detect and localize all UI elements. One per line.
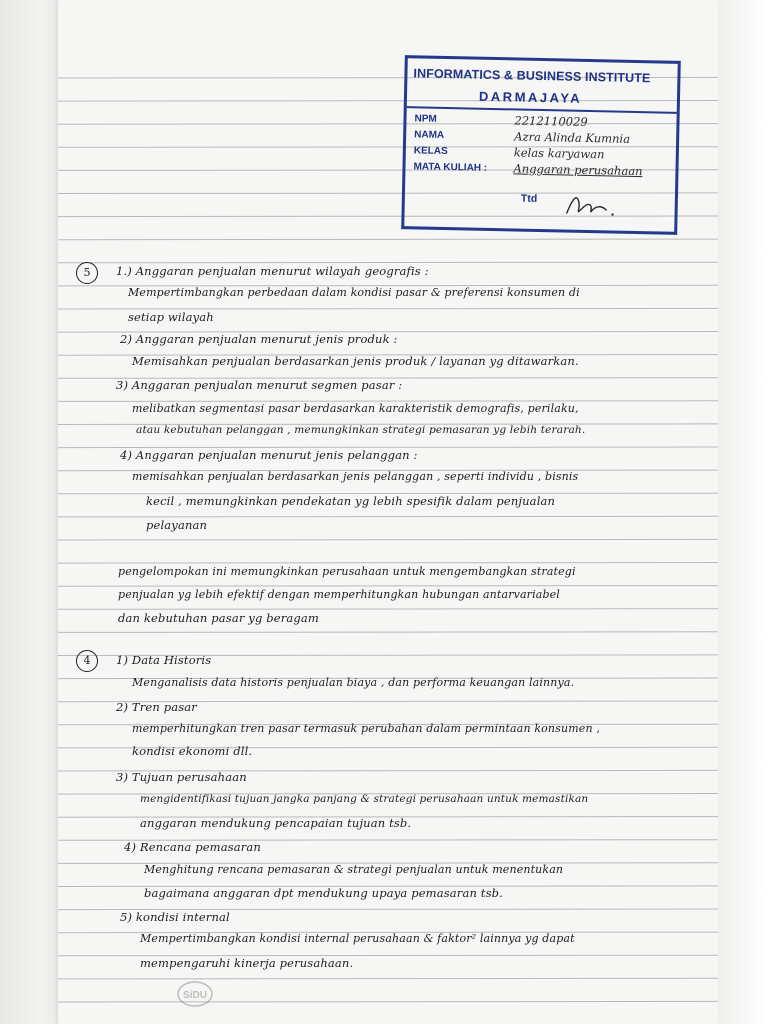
s4-line-1: 1) Data Historis (116, 653, 212, 667)
s4-line-6: 3) Tujuan perusahaan (116, 770, 247, 784)
ruled-line (58, 516, 718, 517)
ruled-line (58, 563, 718, 564)
s4-line-8: anggaran mendukung pencapaian tujuan tsb. (140, 816, 412, 830)
ruled-line (58, 609, 718, 610)
section-4-number: 4 (76, 650, 98, 672)
stamp-name: DARMAJAYA (478, 88, 583, 106)
s4-line-12: 5) kondisi internal (120, 910, 230, 924)
s4-line-14: mempengaruhi kinerja perusahaan. (140, 956, 354, 970)
ruled-line (58, 1001, 718, 1002)
s5-line-9: 4) Anggaran penjualan menurut jenis pelanggan : (120, 448, 418, 462)
s4-line-2: Menganalisis data historis penjualan biaya , dan performa keuangan lainnya. (132, 676, 575, 689)
s5-line-10: memisahkan penjualan berdasarkan jenis pelanggan , seperti individu , bisnis (132, 470, 579, 483)
s5-line-1: 1.) Anggaran penjualan menurut wilayah geografis : (116, 264, 429, 278)
s5-summary-3: dan kebutuhan pasar yg beragam (118, 611, 319, 625)
sidu-logo-icon (176, 980, 214, 1008)
stamp-value-nama: Azra Alinda Kumnia (514, 129, 631, 146)
ruled-line (58, 632, 718, 633)
signature-icon (562, 189, 623, 220)
svg-text:SiDU: SiDU (183, 990, 207, 1001)
s5-line-8: atau kebutuhan pelanggan , memungkinkan strategi pemasaran yg lebih terarah. (136, 424, 586, 436)
s5-line-6: 3) Anggaran penjualan menurut segmen pasar : (116, 378, 403, 392)
s5-line-3: setiap wilayah (128, 310, 214, 324)
stamp-institute: INFORMATICS & BUSINESS INSTITUTE (413, 66, 651, 86)
s5-summary-1: pengelompokan ini memungkinkan perusahaan untuk mengembangkan strategi (118, 565, 576, 578)
paper-right-edge (718, 0, 768, 1024)
s5-line-12: pelayanan (146, 518, 208, 532)
stamp-value-kelas: kelas karyawan (513, 145, 605, 162)
stamp-value-npm: 2212110029 (514, 113, 588, 129)
s4-line-5: kondisi ekonomi dll. (132, 744, 253, 758)
s4-line-11: bagaimana anggaran dpt mendukung upaya pemasaran tsb. (144, 886, 503, 900)
institute-stamp (401, 55, 681, 235)
s4-line-7: mengidentifikasi tujuan jangka panjang & strategi perusahaan untuk memastikan (140, 793, 589, 805)
s5-line-4: 2) Anggaran penjualan menurut jenis produk : (120, 332, 398, 346)
section-5-number: 5 (76, 262, 98, 284)
s5-line-5: Memisahkan penjualan berdasarkan jenis produk / layanan yg ditawarkan. (132, 354, 579, 368)
ruled-line (58, 539, 718, 540)
s5-line-7: melibatkan segmentasi pasar berdasarkan karakteristik demografis, perilaku, (132, 402, 579, 415)
s4-line-9: 4) Rencana pemasaran (124, 840, 261, 854)
ruled-line (58, 586, 718, 587)
stamp-ttd-label: Ttd (520, 192, 538, 205)
ruled-line (58, 262, 718, 263)
stamp-labels (413, 111, 488, 177)
s5-line-2: Mempertimbangkan perbedaan dalam kondisi pasar & preferensi konsumen di (128, 286, 580, 299)
stamp-label-kelas: KELAS (413, 145, 448, 158)
stamp-values (513, 112, 643, 179)
stamp-label-nama: NAMA (414, 129, 445, 141)
ruled-line (58, 239, 718, 240)
s4-line-13: Mempertimbangkan kondisi internal perusahaan & faktor² lainnya yg dapat (140, 932, 575, 945)
s4-line-4: memperhitungkan tren pasar termasuk perubahan dalam permintaan konsumen , (132, 722, 600, 735)
stamp-label-npm: NPM (414, 113, 437, 125)
stamp-label-mata-kuliah: MATA KULIAH : (413, 161, 488, 174)
paper-left-edge (0, 0, 58, 1024)
s4-line-3: 2) Tren pasar (116, 700, 197, 714)
stamp-value-mata-kuliah: Anggaran perusahaan (513, 161, 643, 179)
notebook-page (58, 0, 718, 1024)
s4-line-10: Menghitung rencana pemasaran & strategi penjualan untuk menentukan (144, 863, 564, 876)
s5-line-11: kecil , memungkinkan pendekatan yg lebih spesifik dalam penjualan (146, 494, 556, 508)
s5-summary-2: penjualan yg lebih efektif dengan memperhitungkan hubungan antarvariabel (118, 588, 560, 601)
ruled-line (58, 308, 718, 309)
ruled-line (58, 978, 718, 979)
